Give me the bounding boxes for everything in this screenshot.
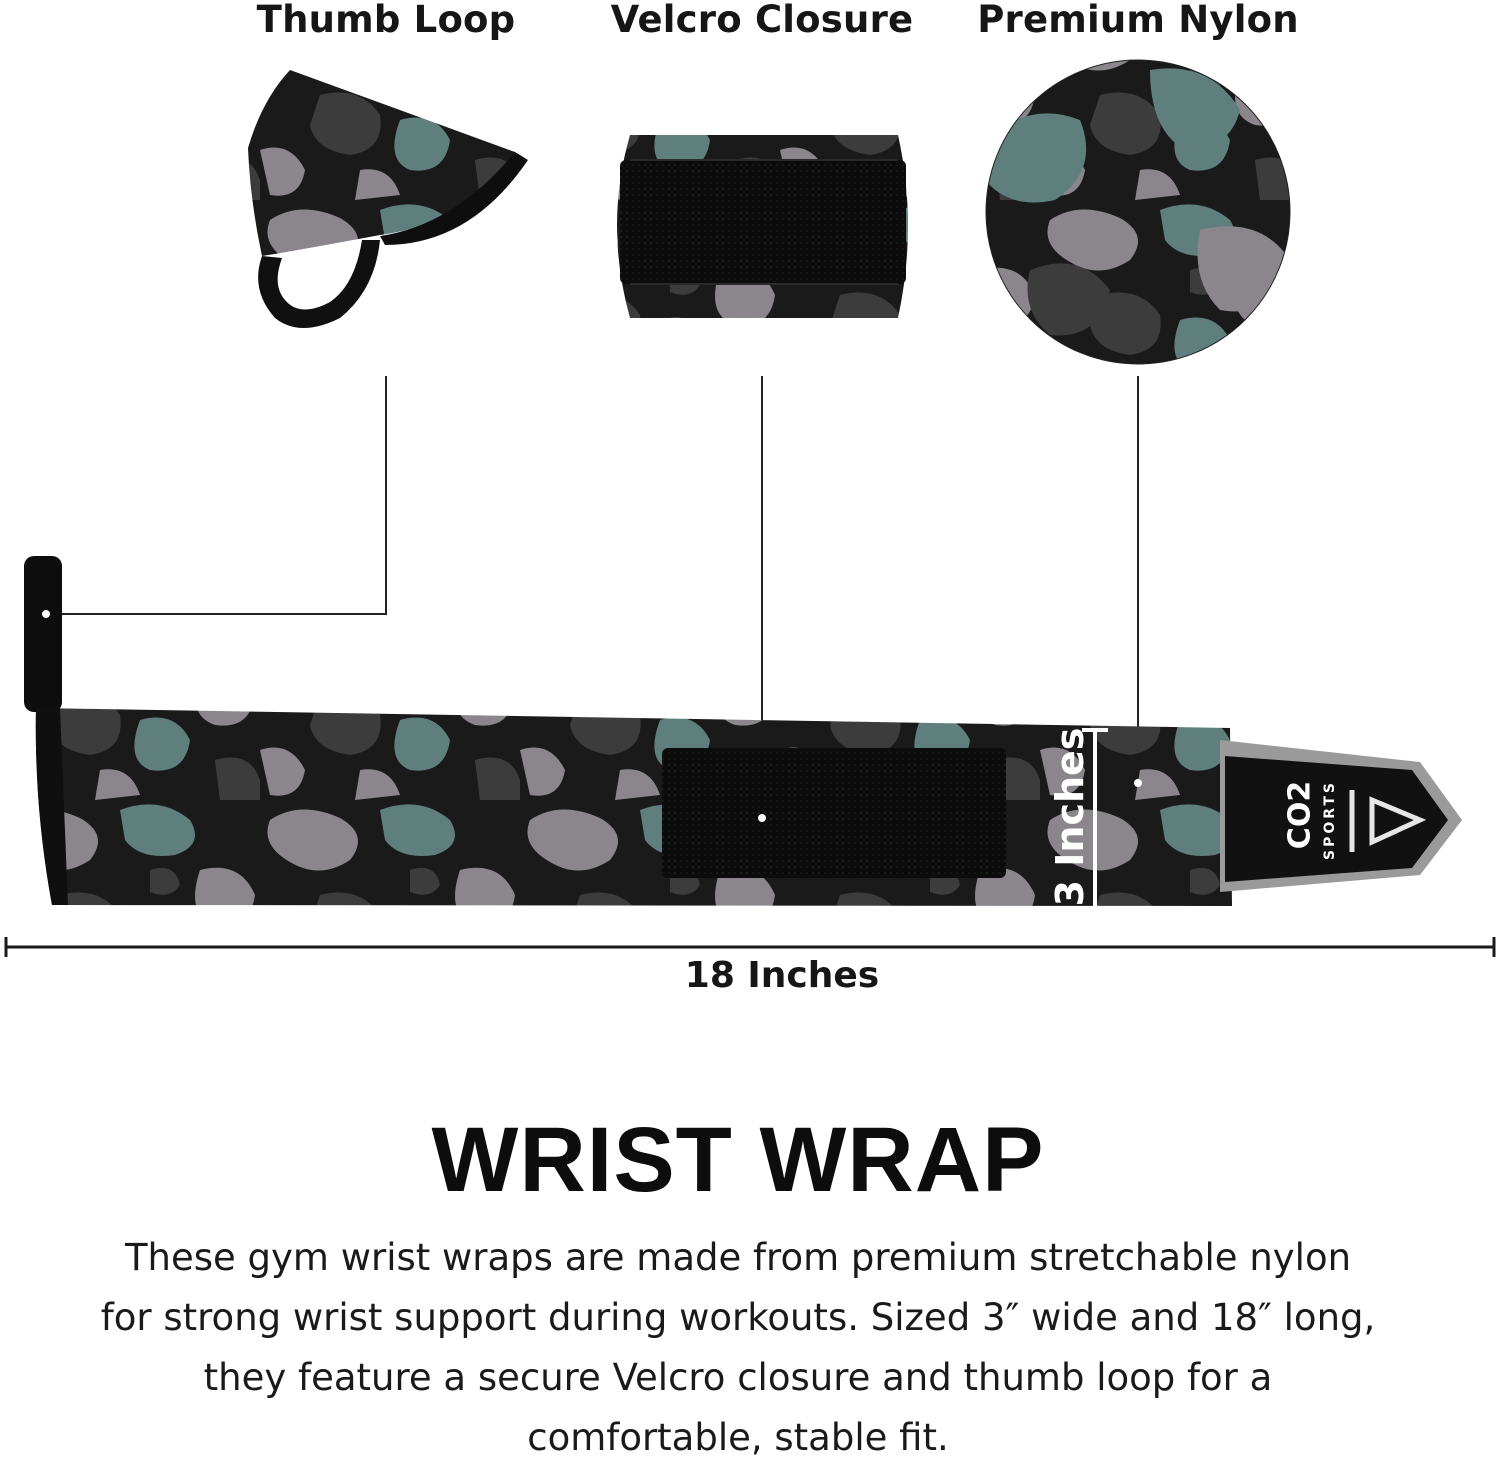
width-dimension-label: 3 Inches xyxy=(1048,727,1092,907)
velcro-closure-detail-image xyxy=(617,135,908,318)
premium-nylon-label: Premium Nylon xyxy=(977,0,1299,41)
velcro-callout-dot xyxy=(758,814,766,822)
brand-logo-subtext: SPORTS xyxy=(1322,779,1338,861)
product-description: These gym wrist wraps are made from premium stretchable nylon for strong wrist support during workouts. Sized 3″ wide and 18″ long, they feature a secure Velcro closure and thumb loop for a comfortable, stable fit. xyxy=(100,1236,1376,1459)
length-dimension-line xyxy=(6,937,1494,957)
length-dimension-label: 18 Inches xyxy=(684,955,880,996)
brand-logo-text: CO2 xyxy=(1282,780,1318,850)
premium-nylon-detail-image xyxy=(980,55,1300,375)
wrist-wrap-image xyxy=(24,556,1462,912)
velcro-closure-label: Velcro Closure xyxy=(610,0,914,41)
nylon-callout-dot xyxy=(1134,779,1142,787)
product-title: WRIST WRAP xyxy=(431,1109,1045,1211)
thumb-loop-detail-image xyxy=(248,70,528,328)
thumb-loop-callout-dot xyxy=(42,610,50,618)
thumb-loop-label: Thumb Loop xyxy=(256,0,516,41)
